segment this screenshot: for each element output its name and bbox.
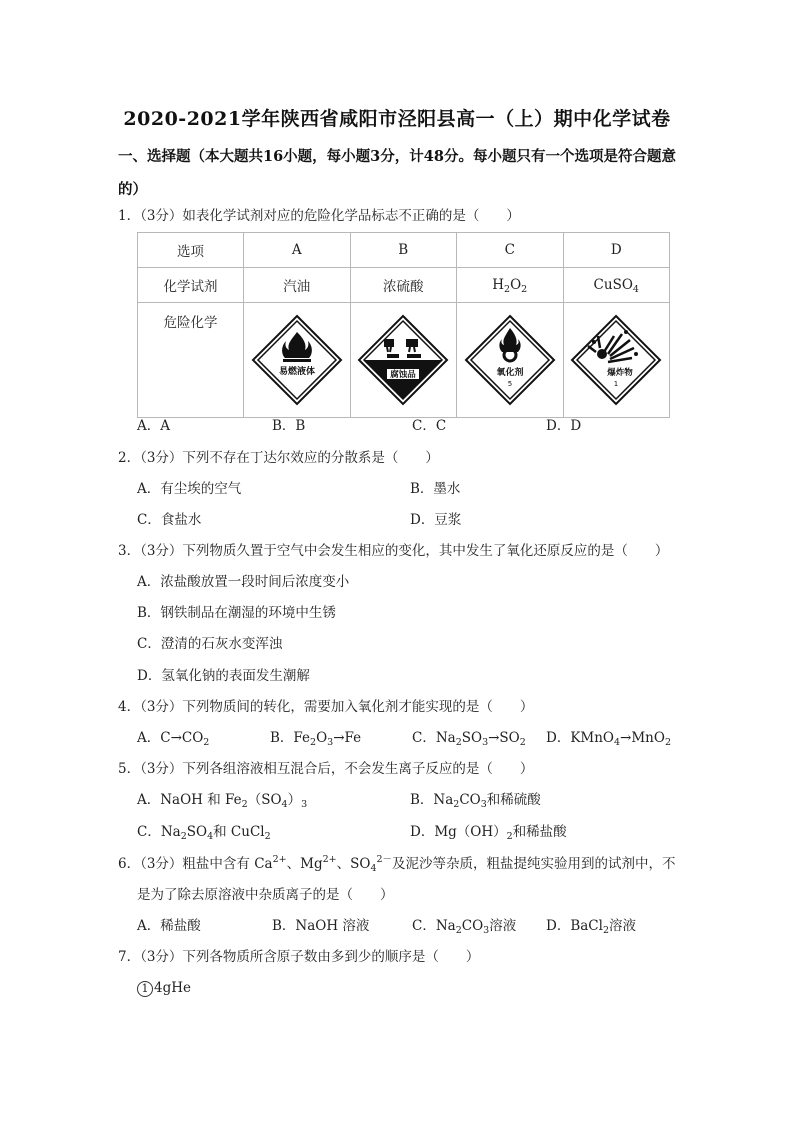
table-cell <box>457 268 564 303</box>
formula-part: C．Na <box>137 824 181 840</box>
explosive-icon <box>570 314 662 406</box>
question-1-stem: 1．（3分）如表化学试剂对应的危险化学品标志不正确的是（ ） <box>118 208 520 224</box>
formula-subscript: 4 <box>632 284 639 295</box>
formula-subscript: 4 <box>614 737 621 748</box>
formula-subscript: 3 <box>301 799 308 810</box>
formula-subscript: 2 <box>664 737 671 748</box>
option-a: A．有尘埃的空气 <box>137 481 242 497</box>
question-4-stem: 4．（3分）下列物质间的转化，需要加入氧化剂才能实现的是（ ） <box>118 699 534 715</box>
formula-part: O <box>510 277 522 293</box>
formula-part: CuSO <box>593 277 633 293</box>
option-c: C．食盐水 <box>137 512 202 528</box>
formula-subscript: 2 <box>504 284 511 295</box>
stem-part: 、SO <box>336 856 371 872</box>
table-cell: 危险化学 <box>138 303 244 418</box>
formula-subscript: 2 <box>453 799 460 810</box>
formula-part: A．NaOH 和 Fe <box>137 792 242 808</box>
option-b <box>270 729 361 747</box>
formula-subscript: 2 <box>455 737 462 748</box>
hazard-table <box>137 232 670 418</box>
formula-part: B．Na <box>410 792 454 808</box>
formula-subscript: 4 <box>281 799 288 810</box>
option-a <box>137 729 209 747</box>
option-b <box>410 791 541 809</box>
formula-part: 溶液 <box>489 918 517 934</box>
stem-part: 6．（3分）粗盐中含有 Ca <box>118 856 273 872</box>
formula-part: →SO <box>488 730 520 746</box>
formula-part: ） <box>287 792 302 808</box>
option-c: C．C <box>412 418 447 434</box>
formula-subscript: 3 <box>327 737 334 748</box>
sign-class-number: 5 <box>507 380 512 388</box>
formula-subscript: 2 <box>310 737 317 748</box>
table-row <box>138 303 670 418</box>
sign-class-number: 1 <box>614 380 619 388</box>
formula-subscript: 3 <box>482 737 489 748</box>
option-c <box>412 729 526 747</box>
ion-charge: 2+ <box>322 854 337 865</box>
question-7-stem: 7．（3分）下列各物质所含原子数由多到少的顺序是（ ） <box>118 949 480 965</box>
ion-charge: 2+ <box>272 854 287 865</box>
formula-subscript: 2 <box>519 737 526 748</box>
formula-part: 和 CuCl <box>213 824 265 840</box>
table-cell <box>350 303 457 418</box>
formula-part: D．Mg（OH） <box>410 824 507 840</box>
option-c: C．澄清的石灰水变浑浊 <box>137 636 283 652</box>
formula-subscript: 4 <box>370 863 377 874</box>
formula-part: A．C→CO <box>137 730 204 746</box>
formula-part: O <box>316 730 328 746</box>
option-d <box>410 823 567 841</box>
option-d <box>546 729 671 747</box>
sign-label: 易燃液体 <box>278 367 315 377</box>
option-a: A．A <box>137 418 170 434</box>
question-6-stem <box>118 855 676 873</box>
formula-part: H <box>492 277 505 293</box>
table-cell: 浓硫酸 <box>350 268 457 303</box>
table-row <box>138 233 670 268</box>
formula-part: C．Na <box>412 918 456 934</box>
formula-part: →MnO <box>620 730 665 746</box>
sign-label: 腐蚀品 <box>390 370 417 380</box>
formula-subscript: 2 <box>264 831 271 842</box>
circled-number: 1 <box>137 981 153 997</box>
question-5-stem: 5．（3分）下列各组溶液相互混合后，不会发生离子反应的是（ ） <box>118 761 534 777</box>
sign-label: 氧化剂 <box>496 368 524 378</box>
question-2-stem: 2．（3分）下列不存在丁达尔效应的分散系是（ ） <box>118 450 439 466</box>
option-d: D．D <box>546 418 582 434</box>
table-header-cell: D <box>563 233 670 268</box>
option-a <box>137 791 307 809</box>
table-header-cell: 选项 <box>138 233 244 268</box>
formula-part: 和稀硫酸 <box>486 792 541 808</box>
oxidizer-icon <box>464 314 556 406</box>
formula-part: SO <box>186 824 208 840</box>
option-b: B．NaOH 溶液 <box>272 918 370 934</box>
formula-subscript: 2 <box>455 925 462 936</box>
formula-subscript: 2 <box>506 831 513 842</box>
formula-part: C．Na <box>412 730 456 746</box>
option-b: B．墨水 <box>410 481 461 497</box>
table-cell <box>563 268 670 303</box>
question-6-stem-continued: 是为了除去原溶液中杂质离子的是（ ） <box>137 887 394 903</box>
sign-label: 爆炸物 <box>607 368 634 378</box>
option-d <box>546 917 636 935</box>
formula-subscript: 2 <box>241 799 248 810</box>
table-row <box>138 268 670 303</box>
formula-part: →Fe <box>333 730 362 746</box>
stem-part: 及泥沙等杂质，粗盐提纯实验用到的试剂中，不 <box>392 856 676 872</box>
option-b: B．B <box>272 418 306 434</box>
formula-part: D．KMnO <box>546 730 614 746</box>
option-d: D．豆浆 <box>410 512 462 528</box>
formula-subscript: 2 <box>521 284 528 295</box>
table-cell: 化学试剂 <box>138 268 244 303</box>
table-cell <box>457 303 564 418</box>
option-a: A．浓盐酸放置一段时间后浓度变小 <box>137 574 350 590</box>
formula-subscript: 2 <box>203 737 210 748</box>
section-heading: 一、选择题（本大题共16小题，每小题3分，计48分。每小题只有一个选项是符合题意的） <box>118 148 676 198</box>
question-3-stem: 3．（3分）下列物质久置于空气中会发生相应的变化，其中发生了氧化还原反应的是（ ） <box>118 543 669 559</box>
formula-subscript: 3 <box>483 925 490 936</box>
formula-part: B．Fe <box>270 730 311 746</box>
corrosive-icon <box>357 314 449 406</box>
formula-part: CO <box>461 918 484 934</box>
formula-subscript: 2 <box>602 925 609 936</box>
formula-subscript: 3 <box>480 799 487 810</box>
option-c <box>137 823 271 841</box>
exam-title: 2020-2021学年陕西省咸阳市泾阳县高一（上）期中化学试卷 <box>123 108 671 130</box>
flame-icon <box>251 314 343 406</box>
list-item <box>137 979 191 997</box>
formula-part: SO <box>461 730 483 746</box>
table-header-cell: B <box>350 233 457 268</box>
option-b: B．钢铁制品在潮湿的环境中生锈 <box>137 605 336 621</box>
formula-part: 溶液 <box>609 918 636 934</box>
option-a: A．稀盐酸 <box>137 918 201 934</box>
formula-part: 和稀盐酸 <box>512 824 567 840</box>
formula-subscript: 2 <box>180 831 187 842</box>
table-cell <box>244 303 351 418</box>
stem-part: 、Mg <box>286 856 323 872</box>
option-c <box>412 917 516 935</box>
formula-part: D．BaCl <box>546 918 603 934</box>
table-cell: 汽油 <box>244 268 351 303</box>
formula-part: CO <box>459 792 481 808</box>
table-cell <box>563 303 670 418</box>
formula-part: （SO <box>247 792 282 808</box>
formula-subscript: 4 <box>207 831 214 842</box>
ion-charge: 2－ <box>376 854 393 865</box>
table-header-cell: C <box>457 233 564 268</box>
item-text: 4gHe <box>154 980 191 996</box>
table-header-cell: A <box>244 233 351 268</box>
option-d: D．氢氧化钠的表面发生潮解 <box>137 668 310 684</box>
